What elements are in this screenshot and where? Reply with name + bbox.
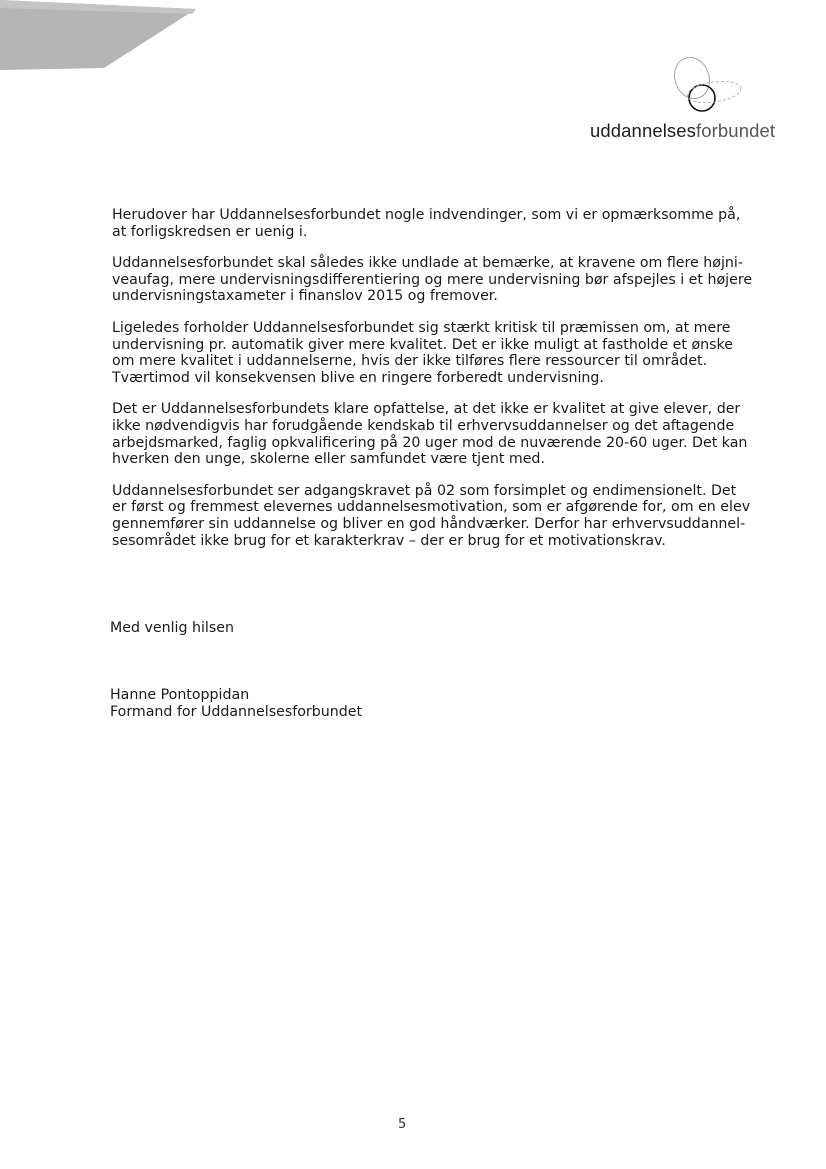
paragraph-line: hverken den unge, skolerne eller samfundet være tjent med.	[112, 451, 545, 468]
paragraph-line: gennemfører sin uddannelse og bliver en god håndværker. Derfor har erhvervsuddannel-	[112, 515, 746, 532]
paragraph-line: Uddannelsesforbundet ser adgangskravet på 02 som forsimplet og endimensionelt. Det	[112, 482, 737, 499]
organization-logo	[586, 50, 776, 145]
paragraph-line: Tværtimod vil konsekvensen blive en ringere forberedt undervisning.	[112, 369, 604, 386]
scan-artifact-tab	[0, 0, 200, 72]
logo-wordmark	[590, 120, 775, 142]
closing-greeting: Med venlig hilsen	[110, 620, 234, 636]
paragraph-line: sesområdet ikke brug for et karakterkrav – der er brug for et motivationskrav.	[112, 532, 666, 549]
paragraph-line: ikke nødvendigvis har forudgående kendskab til erhvervsuddannelser og det aftagende	[112, 417, 735, 434]
letter-body	[112, 207, 762, 564]
paragraph-line: undervisningstaxameter i finanslov 2015 og fremover.	[112, 288, 498, 305]
paragraph-line: er først og fremmest elevernes uddannelsesmotivation, som er afgørende for, om en elev	[112, 499, 751, 516]
logo-wordmark-light: forbundet	[696, 120, 776, 141]
logo-wordmark-bold: uddannelses	[590, 120, 697, 141]
signatory-name: Hanne Pontoppidan	[110, 687, 250, 703]
paragraph-4	[112, 401, 762, 467]
paragraph-line: Det er Uddannelsesforbundets klare opfattelse, at det ikke er kvalitet at give elever, der	[112, 401, 741, 418]
paragraph-line: Herudover har Uddannelsesforbundet nogle indvendinger, som vi er opmærksomme på,	[112, 207, 741, 223]
paragraph-line: Ligeledes forholder Uddannelsesforbundet sig stærkt kritisk til præmissen om, at mere	[112, 319, 731, 336]
paragraph-line: veaufag, mere undervisningsdifferentiering og mere undervisning bør afspejles i et højere	[112, 271, 753, 288]
paragraph-3	[112, 320, 762, 386]
signatory-title: Formand for Uddannelsesforbundet	[110, 703, 363, 720]
signature-block	[110, 687, 362, 721]
page-number: 5	[398, 1117, 407, 1132]
paragraph-line: at forligskredsen er uenig i.	[112, 223, 308, 240]
paragraph-2	[112, 255, 762, 305]
paragraph-line: Uddannelsesforbundet skal således ikke undlade at bemærke, at kravene om flere højni-	[112, 255, 743, 272]
paragraph-line: undervisning pr. automatik giver mere kvalitet. Det er ikke muligt at fastholde et ønske	[112, 336, 733, 353]
paragraph-5	[112, 483, 762, 549]
paragraph-line: om mere kvalitet i uddannelserne, hvis der ikke tilføres flere ressourcer til området.	[112, 353, 708, 370]
paragraph-line: arbejdsmarked, faglig opkvalificering på 20 uger mod de nuværende 20-60 uger. Det kan	[112, 434, 748, 451]
paragraph-1	[112, 207, 762, 240]
logo-circles-icon	[668, 50, 748, 120]
